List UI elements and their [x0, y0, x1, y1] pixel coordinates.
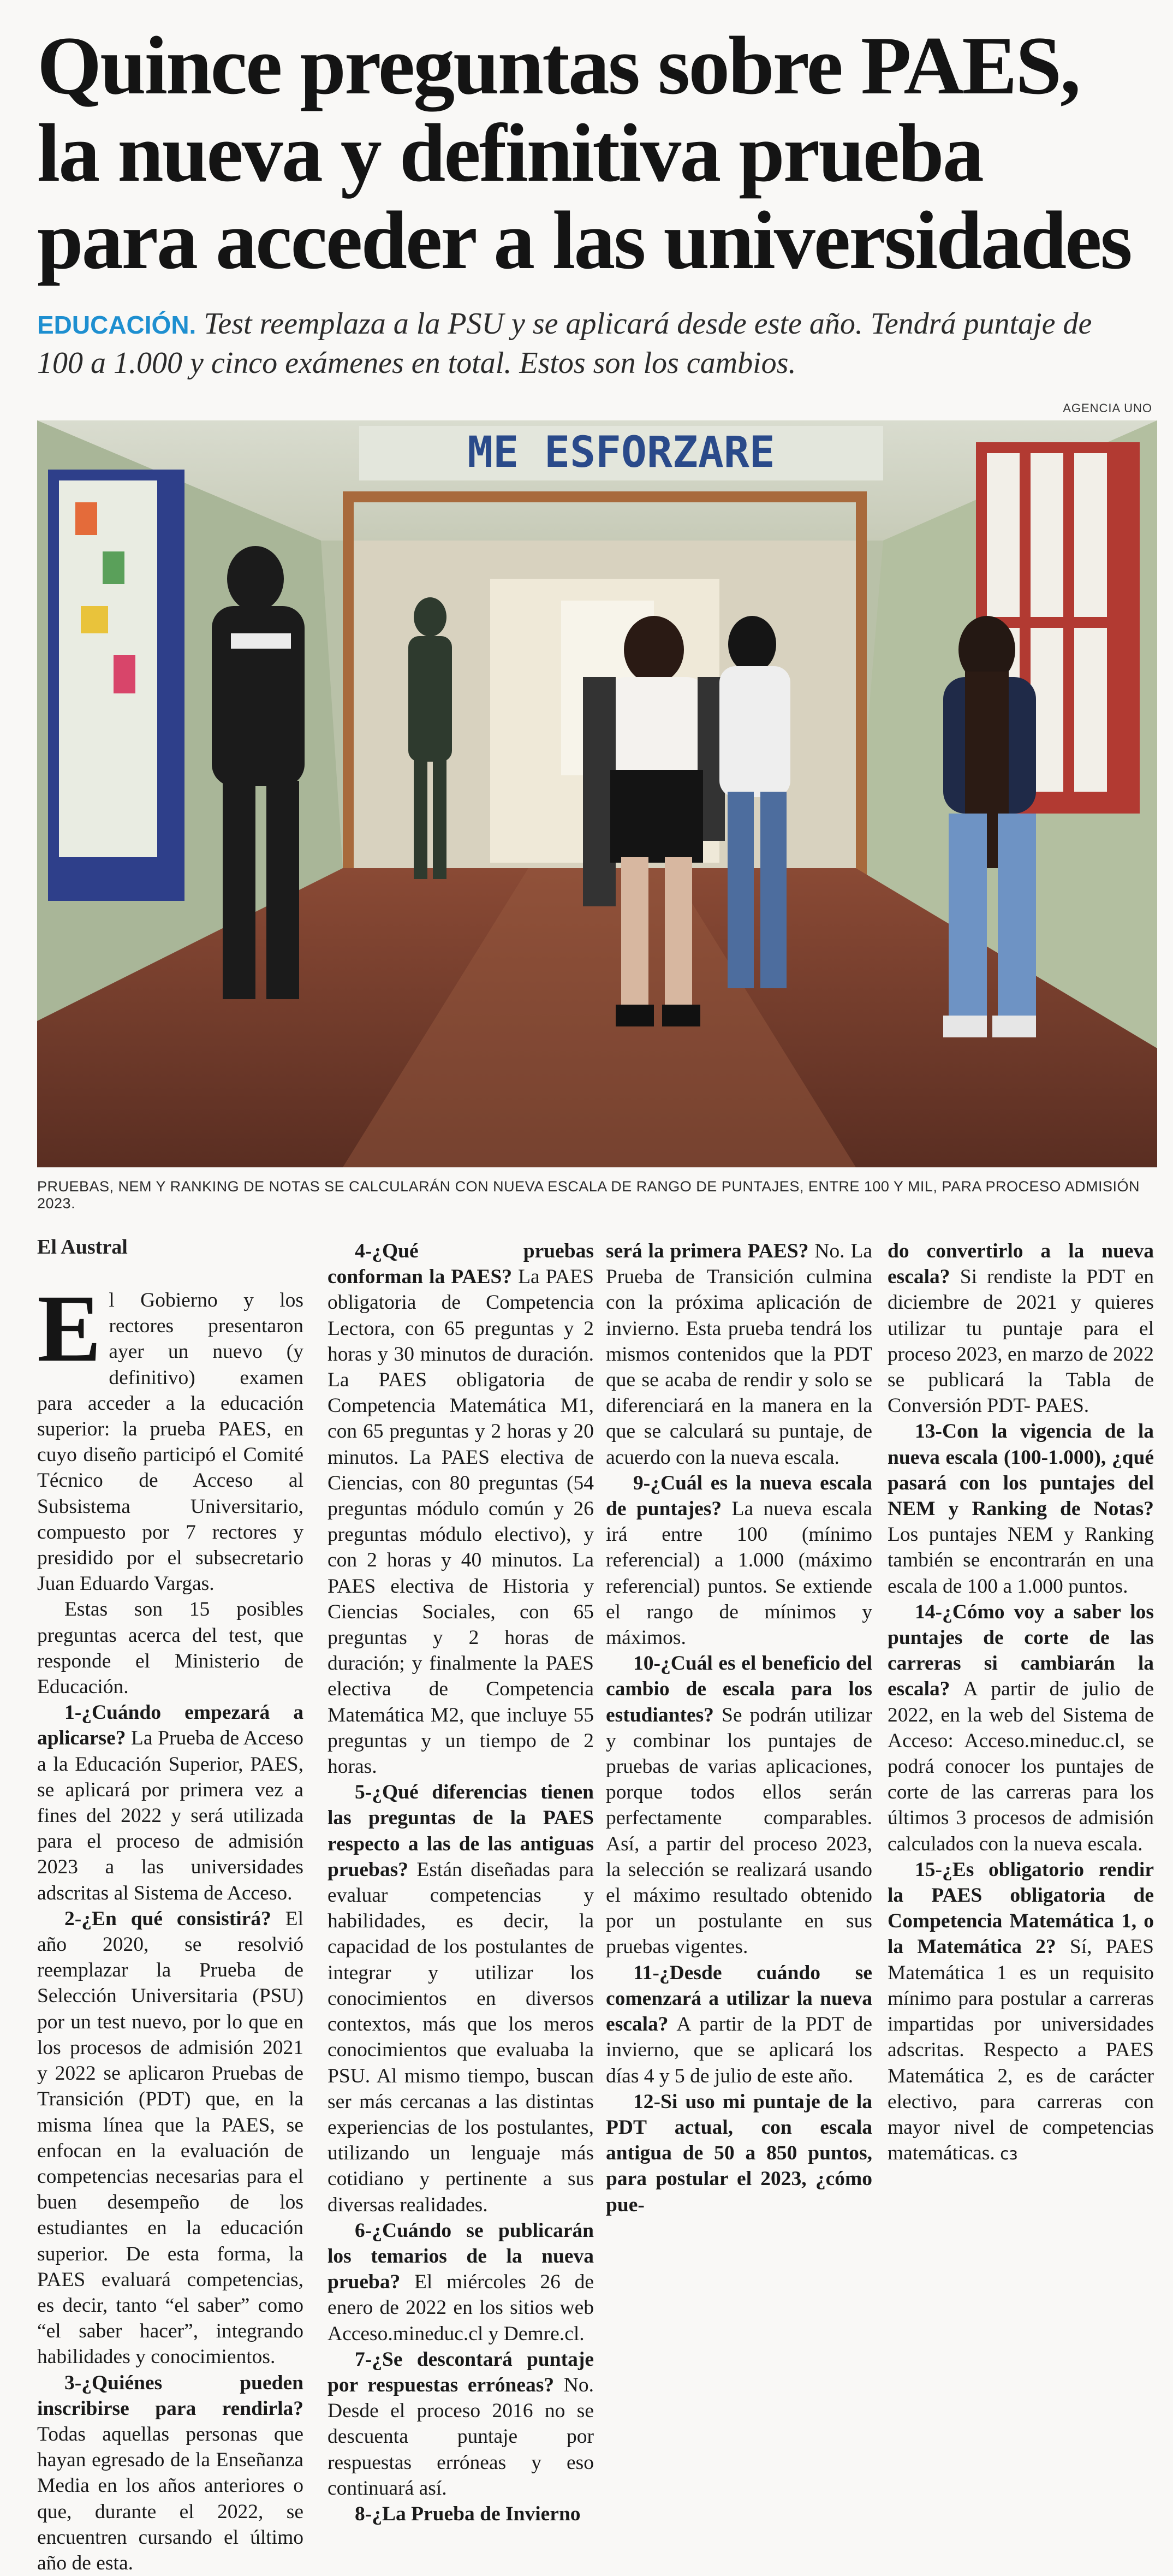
answer-text: El miércoles 26 de enero de 2022 en los sitios web Acceso.mineduc.cl y Demre.cl. — [328, 2271, 594, 2345]
question-heading: 11-¿Desde cuándo se comenzará a utilizar la nueva escala? — [606, 1961, 872, 2036]
question-4 — [328, 1238, 594, 1779]
answer-text: A partir de la PDT de invierno, que se aplicará los días 4 y 5 de julio de este año. — [606, 2013, 872, 2087]
lead-paragraph — [37, 1275, 303, 1596]
question-heading: 10-¿Cuál es el beneficio del cambio de escala para los estudiantes? — [606, 1652, 872, 1726]
question-12 — [606, 2089, 872, 2218]
question-heading: 6-¿Cuándo se publicarán los temarios de la nueva prueba? — [328, 2219, 594, 2294]
question-heading: 7-¿Se descontará puntaje por respuestas erróneas? — [328, 2348, 594, 2396]
question-6 — [328, 2218, 594, 2347]
question-5 — [328, 1779, 594, 2217]
answer-text: No. La Prueba de Transición culmina con la próxima aplicación de invierno. Esta prueba tendrá los mismos contenidos que la PDT que se acaba de rendir y solo se diferenciará en la manera en la que se calculará su puntaje, de acuerdo con la nueva escala. — [606, 1240, 872, 1469]
question-heading: do convertirlo a la nueva escala? — [888, 1240, 1154, 1289]
question-8 — [328, 2501, 594, 2527]
question-heading: 2-¿En qué consistirá? — [64, 1907, 271, 1930]
question-13 — [888, 1418, 1154, 1599]
end-mark-icon: cз — [1000, 2145, 1018, 2164]
question-heading: 1-¿Cuándo empezará a aplicarse? — [37, 1701, 303, 1750]
question-heading: 12-Si uso mi puntaje de la PDT actual, con escala antigua de 50 a 850 puntos, para postular el 2023, ¿cómo pue- — [606, 2090, 872, 2216]
question-15 — [888, 1857, 1154, 2167]
question-10 — [606, 1651, 872, 1960]
question-heading: 5-¿Qué diferencias tienen las preguntas de la PAES respecto a las de las antiguas pruebas? — [328, 1781, 594, 1881]
photo-credit: AGENCIA UNO — [1063, 401, 1152, 415]
question-14 — [888, 1599, 1154, 1857]
question-heading: 8-¿La Prueba de Invierno — [355, 2502, 581, 2525]
article-column-1 — [37, 1275, 304, 2576]
hallway-photo — [37, 420, 1157, 1167]
question-heading: 3-¿Quiénes pueden inscribirse para rendirla? — [37, 2371, 303, 2420]
question-heading: será la primera PAES? — [606, 1240, 809, 1262]
question-heading: 13-Con la vigencia de la nueva escala (100-1.000), ¿qué pasará con los puntajes del NEM y Ranking de Notas? — [888, 1420, 1154, 1521]
question-7 — [328, 2347, 594, 2501]
answer-text: No. Desde el proceso 2016 no se descuenta puntaje por respuestas erróneas y eso continuará así. — [328, 2373, 594, 2500]
article-column-4 — [888, 1238, 1154, 2167]
question-11 — [606, 1960, 872, 2089]
paragraph: Estas son 15 posibles preguntas acerca del test, que responde el Ministerio de Educación. — [37, 1598, 303, 1699]
answer-text: Sí, PAES Matemática 1 es un requisito mínimo para postular a carreras impartidas por universidades adscritas. Respecto a PAES Matemática 2, es de carácter electivo, para carreras con mayor nivel de competencias matemáticas. — [888, 1936, 1154, 2165]
answer-text: Los puntajes NEM y Ranking también se encontrarán en una escala de 100 a 1.000 puntos. — [888, 1523, 1154, 1598]
deck-text: Test reemplaza a la PSU y se aplicará desde este año. Tendrá puntaje de 100 a 1.000 y cinco exámenes en total. Estos son los cambios. — [37, 307, 1092, 380]
question-12-continued — [888, 1238, 1154, 1418]
answer-text: La PAES obligatoria de Competencia Lectora, con 65 preguntas y 2 horas y 30 minutos de duración. La PAES obligatoria de Competencia Matemática M1, con 65 preguntas y 2 horas y 20 minutos. La PAES electiva de Ciencias, con 80 preguntas (54 preguntas módulo común y 26 preguntas módulo electivo), y con 2 horas y 40 minutos. La PAES electiva de Historia y Ciencias Sociales, con 65 preguntas y 2 horas de duración; y finalmente la PAES electiva de Competencia Matemática M2, que incluye 55 preguntas y un tiempo de 2 horas. — [328, 1266, 594, 1778]
answer-text: Si rendiste la PDT en diciembre de 2021 y quieres utilizar tu puntaje para el proceso 2023, en marzo de 2022 se publicará la Tabla de Conversión PDT- PAES. — [888, 1266, 1154, 1417]
question-3 — [37, 2370, 303, 2576]
question-heading: 15-¿Es obligatorio rendir la PAES obligatoria de Competencia Matemática 1, o la Matemática 2? — [888, 1858, 1154, 1958]
question-heading: 14-¿Cómo voy a saber los puntajes de corte de las carreras si cambiarán la escala? — [888, 1600, 1154, 1701]
section-kicker: EDUCACIÓN. — [37, 311, 197, 339]
deck — [37, 305, 1140, 382]
lead-text: l Gobierno y los rectores presentaron ayer un nuevo (y definitivo) examen para acceder a la educación superior: la prueba PAES, en cuyo diseño participó el Comité Técnico de Acceso al Subsistema Universitario, compuesto por 7 rectores y presidido por el subsecretario Juan Eduardo Vargas. — [37, 1289, 303, 1595]
answer-text: El año 2020, se resolvió reemplazar la Prueba de Selección Universitaria (PSU) por un test nuevo, por lo que en los procesos de admisión 2021 y 2022 se aplicaron Pruebas de Transición (PDT) que, en la misma línea que la PAES, se enfocan en la evaluación de competencias necesarias para el buen desempeño de los estudiantes en la educación superior. De esta forma, la PAES evaluará competencias, es decir, tanto “el saber” como “el saber hacer”, integrando habilidades y conocimientos. — [37, 1907, 304, 2369]
answer-text: A partir de julio de 2022, en la web del Sistema de Acceso: Acceso.mineduc.cl, se podrá conocer los puntajes de corte de las carreras para los últimos 3 procesos de admisión calculados con la nueva escala. — [888, 1678, 1154, 1855]
headline: Quince preguntas sobre PAES, la nueva y definitiva prueba para acceder a las universidades — [37, 20, 1131, 286]
question-heading: 4-¿Qué pruebas conforman la PAES? — [328, 1240, 594, 1289]
answer-text: Todas aquellas personas que hayan egresado de la Enseñanza Media en los años anteriores o que, durante el 2022, se encuentren cursando el último año de esta. — [37, 2423, 303, 2574]
question-heading: 9-¿Cuál es la nueva escala de puntajes? — [606, 1471, 872, 1521]
article-column-3 — [606, 1238, 872, 2218]
question-2 — [37, 1906, 303, 2370]
question-1 — [37, 1700, 303, 1906]
article-column-2 — [328, 1238, 594, 2527]
hallway-sign-text: ME ESFORZARE — [467, 428, 775, 477]
answer-text: Están diseñadas para evaluar competencias y habilidades, es decir, la capacidad de los postulantes de integrar y utilizar los conocimientos en diversos contextos, más que los meros conocimientos que evaluaba la PSU. Al mismo tiempo, buscan ser más cercanas a las distintas experiencias de los postulantes, utilizando un lenguaje más cotidiano y pertinente a sus diversas realidades. — [328, 1858, 594, 2216]
answer-text: Se podrán utilizar y combinar los puntajes de pruebas de varias aplicaciones, porque todos ellos serán perfectamente comparables. Así, a partir del proceso 2023, la selección se realizará usando el máximo resultado obtenido por un postulante en sus pruebas vigentes. — [606, 1704, 872, 1958]
drop-cap: E — [37, 1275, 102, 1382]
answer-text: La Prueba de Acceso a la Educación Superior, PAES, se aplicará por primera vez a fines del 2022 y será utilizada para el proceso de admisión 2023 a las universidades adscritas al Sistema de Acceso. — [37, 1727, 303, 1904]
answer-text: La nueva escala irá entre 100 (mínimo referencial) a 1.000 (máximo referencial) puntos. Se extiende el rango de mínimos y máximos. — [606, 1498, 872, 1649]
byline: El Austral — [37, 1236, 128, 1259]
question-9 — [606, 1470, 872, 1651]
question-8-continued — [606, 1238, 872, 1470]
photo-caption: PRUEBAS, NEM Y RANKING DE NOTAS SE CALCULARÁN CON NUEVA ESCALA DE RANGO DE PUNTAJES, ENTRE 100 Y MIL, PARA PROCESO ADMISIÓN 2023. — [37, 1178, 1140, 1212]
